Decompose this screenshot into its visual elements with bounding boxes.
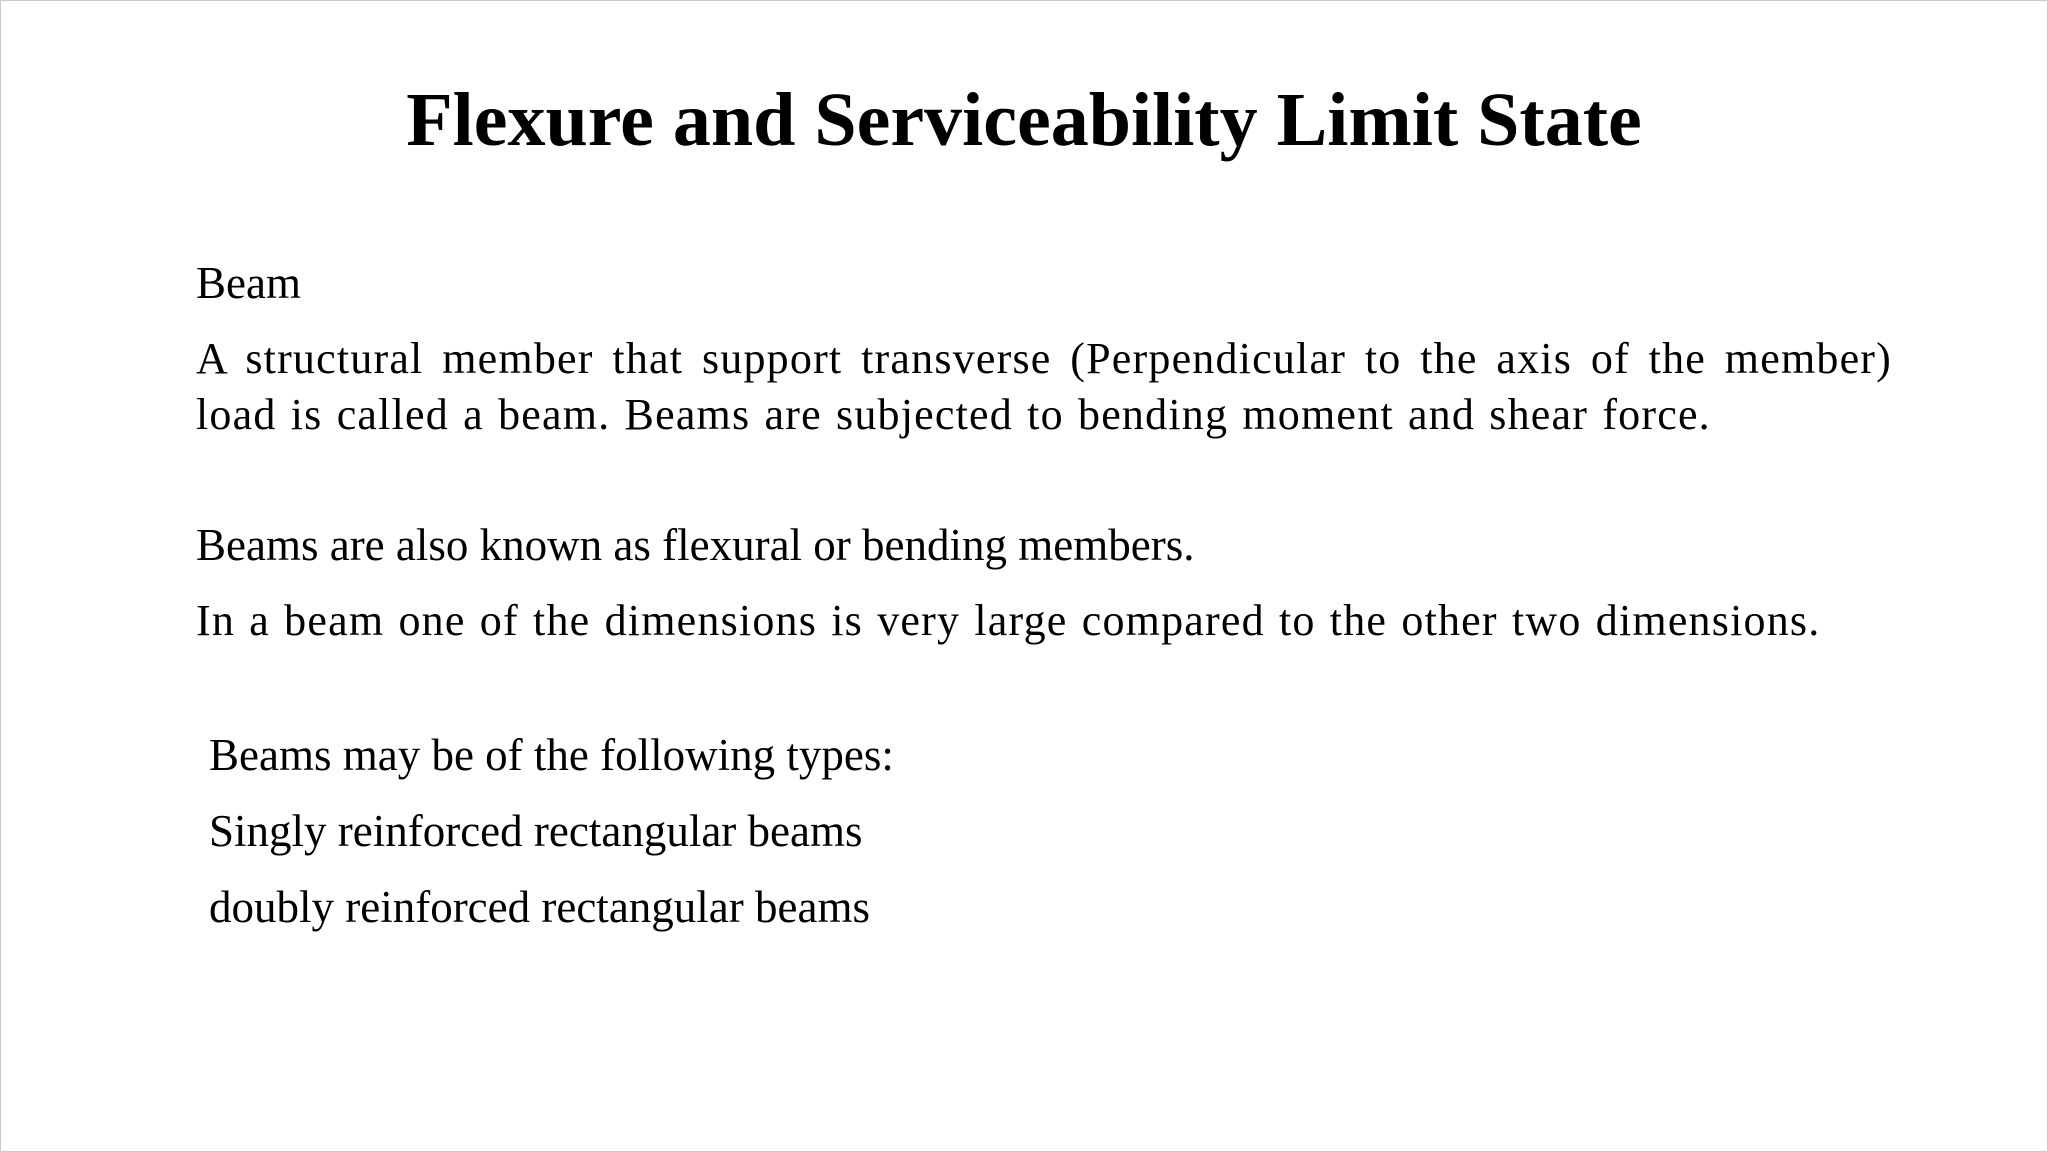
paragraph-dimensions: In a beam one of the dimensions is very large compared to the other two dimensions. xyxy=(196,596,1821,645)
paragraph-flexural-members: Beams are also known as flexural or bending members. xyxy=(196,520,1195,570)
paragraph-beam-types: Beams may be of the following types: xyxy=(209,730,894,780)
list-item-doubly-reinforced: doubly reinforced rectangular beams xyxy=(209,882,870,932)
slide-title: Flexure and Serviceability Limit State xyxy=(406,78,1642,162)
slide-body xyxy=(196,1,1892,1151)
paragraph-beam-definition: A structural member that support transverse (Perpendicular to the axis of the member) load is called a beam. Beams are subjected to bending moment and shear force. xyxy=(196,334,1892,439)
paragraph-beam-heading: Beam xyxy=(196,258,301,308)
list-item-singly-reinforced: Singly reinforced rectangular beams xyxy=(209,806,863,856)
